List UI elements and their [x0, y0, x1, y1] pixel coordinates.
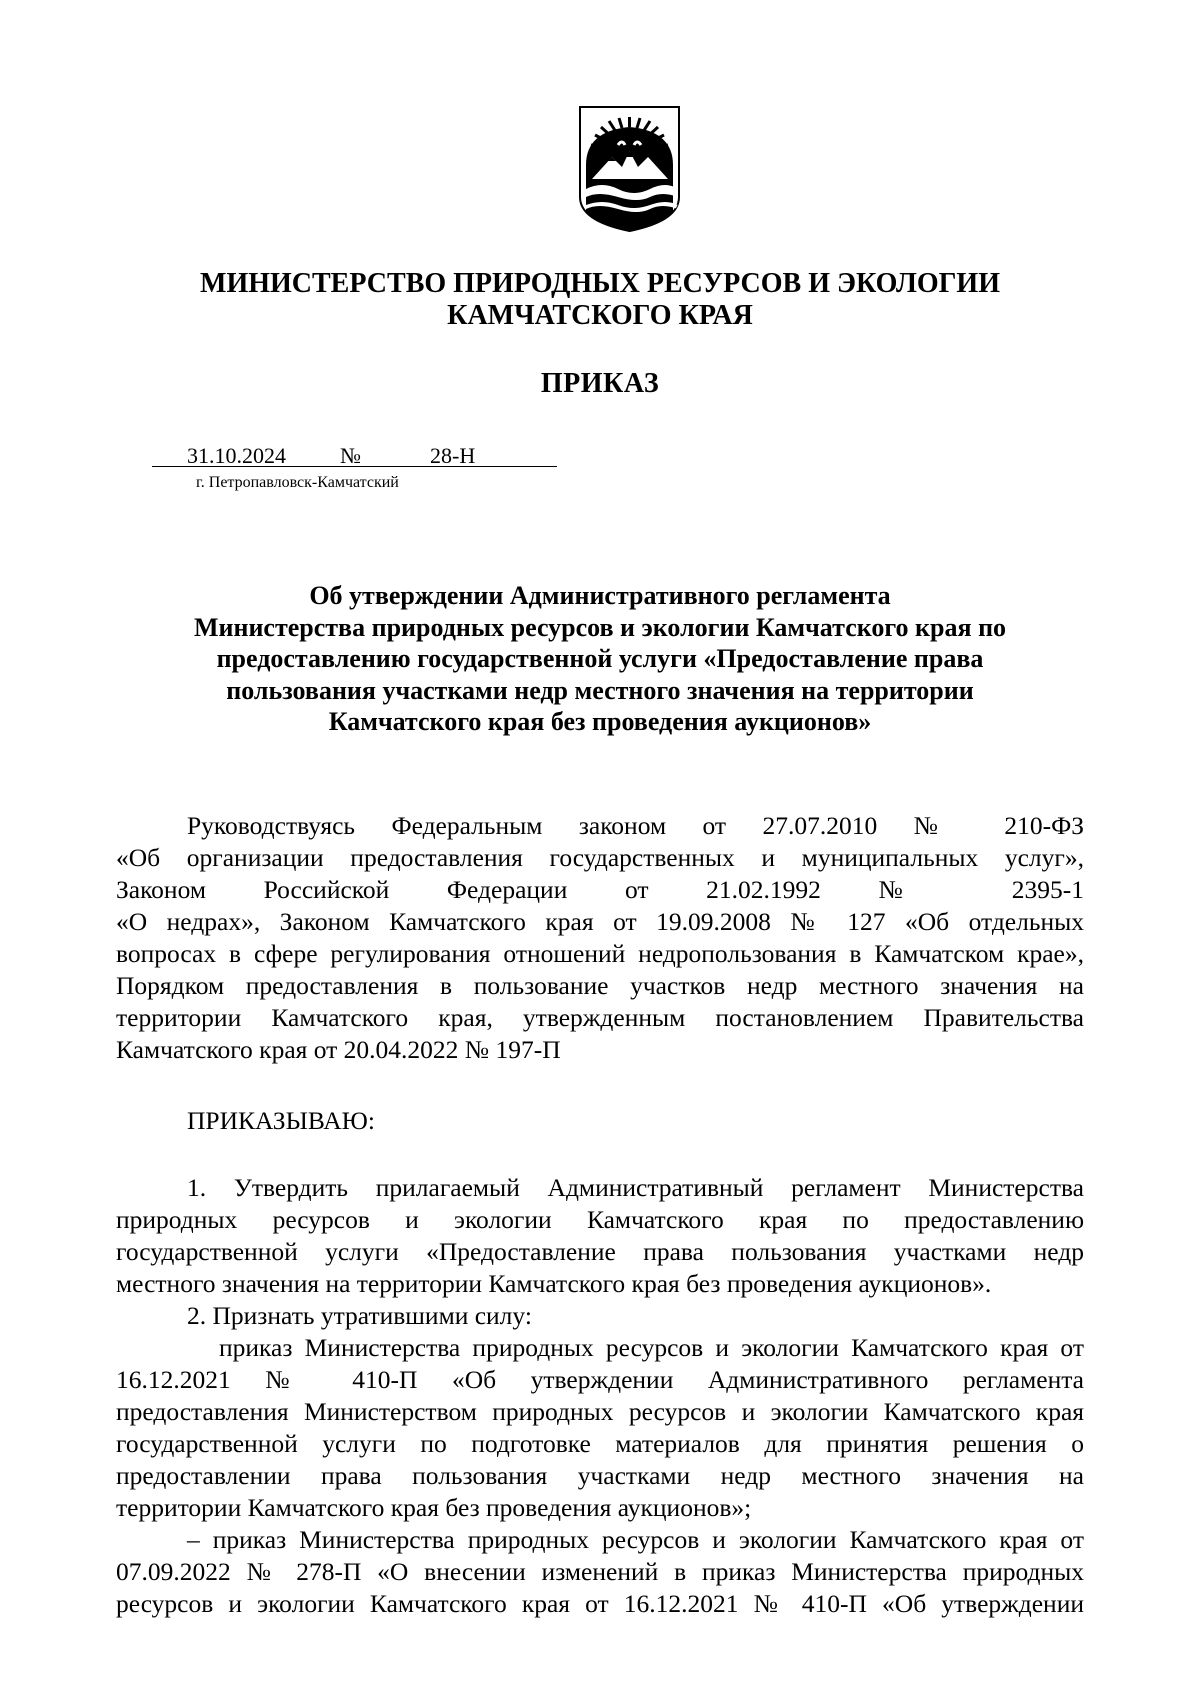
item2a-line: предоставлении права пользования участками недр местного значения на	[116, 1461, 1084, 1490]
preamble-line: «О недрах», Законом Камчатского края от 19.09.2008 № 127 «Об отдельных	[116, 907, 1084, 936]
item2a-line: 16.12.2021 № 410-П «Об утверждении Административного регламента	[116, 1365, 1084, 1394]
order-number: 28-Н	[430, 443, 476, 468]
item2-heading: 2. Признать утратившими силу:	[187, 1301, 532, 1330]
item1-line: государственной услуги «Предоставление права пользования участками недр	[116, 1237, 1084, 1266]
city-name: г. Петропавловск-Камчатский	[196, 474, 399, 491]
title-line: Камчатского края без проведения аукционов»	[328, 707, 872, 736]
preamble-line: вопросах в сфере регулирования отношений недропользования в Камчатском крае»,	[116, 939, 1084, 968]
item1-line: 1. Утвердить прилагаемый Административный регламент Министерства	[187, 1173, 1084, 1202]
ministry-name-line2: КАМЧАТСКОГО КРАЯ	[447, 300, 753, 331]
preamble-line: Законом Российской Федерации от 21.02.1992 № 2395-1	[116, 875, 1084, 904]
kamchatka-coat-of-arms-icon	[578, 105, 681, 233]
item2b-line: 07.09.2022 № 278-П «О внесении изменений в приказ Министерства природных	[116, 1557, 1084, 1586]
item2b-line: ресурсов и экологии Камчатского края от 16.12.2021 № 410-П «Об утверждении	[116, 1589, 1084, 1618]
item2a-line: государственной услуги по подготовке материалов для принятия решения о	[116, 1429, 1084, 1458]
order-word: ПРИКАЗЫВАЮ:	[187, 1106, 375, 1135]
item1-line: природных ресурсов и экологии Камчатского края по предоставлению	[116, 1205, 1084, 1234]
preamble-line: Руководствуясь Федеральным законом от 27.07.2010 № 210-ФЗ	[187, 811, 1084, 840]
item2a-line: приказ Министерства природных ресурсов и экологии Камчатского края от	[219, 1333, 1084, 1362]
title-line: Об утверждении Административного регламента	[309, 581, 891, 610]
date-number-underline	[152, 466, 557, 467]
number-sign: №	[340, 443, 361, 468]
title-line: Министерства природных ресурсов и экологии Камчатского края по	[193, 612, 1007, 642]
preamble-line: Камчатского края от 20.04.2022 № 197-П	[116, 1035, 561, 1064]
item2a-line: территории Камчатского края без проведения аукционов»;	[116, 1493, 752, 1522]
preamble-line: «Об организации предоставления государственных и муниципальных услуг»,	[116, 843, 1084, 872]
item2b-line: – приказ Министерства природных ресурсов и экологии Камчатского края от	[187, 1525, 1084, 1554]
ministry-name-line1: МИНИСТЕРСТВО ПРИРОДНЫХ РЕСУРСОВ И ЭКОЛОГИИ	[200, 268, 1000, 299]
title-line: пользования участками недр местного значения на территории	[226, 675, 974, 705]
order-date: 31.10.2024	[187, 443, 286, 468]
document-title	[130, 580, 1070, 738]
preamble-line: Порядком предоставления в пользование участков недр местного значения на	[116, 971, 1084, 1000]
preamble-line: территории Камчатского края, утвержденным постановлением Правительства	[116, 1003, 1084, 1032]
item1-line: местного значения на территории Камчатского края без проведения аукционов».	[116, 1269, 992, 1298]
title-line: предоставлению государственной услуги «Предоставление права	[216, 644, 984, 673]
document-type: ПРИКАЗ	[540, 368, 660, 399]
item2a-line: предоставления Министерством природных ресурсов и экологии Камчатского края	[116, 1397, 1084, 1426]
